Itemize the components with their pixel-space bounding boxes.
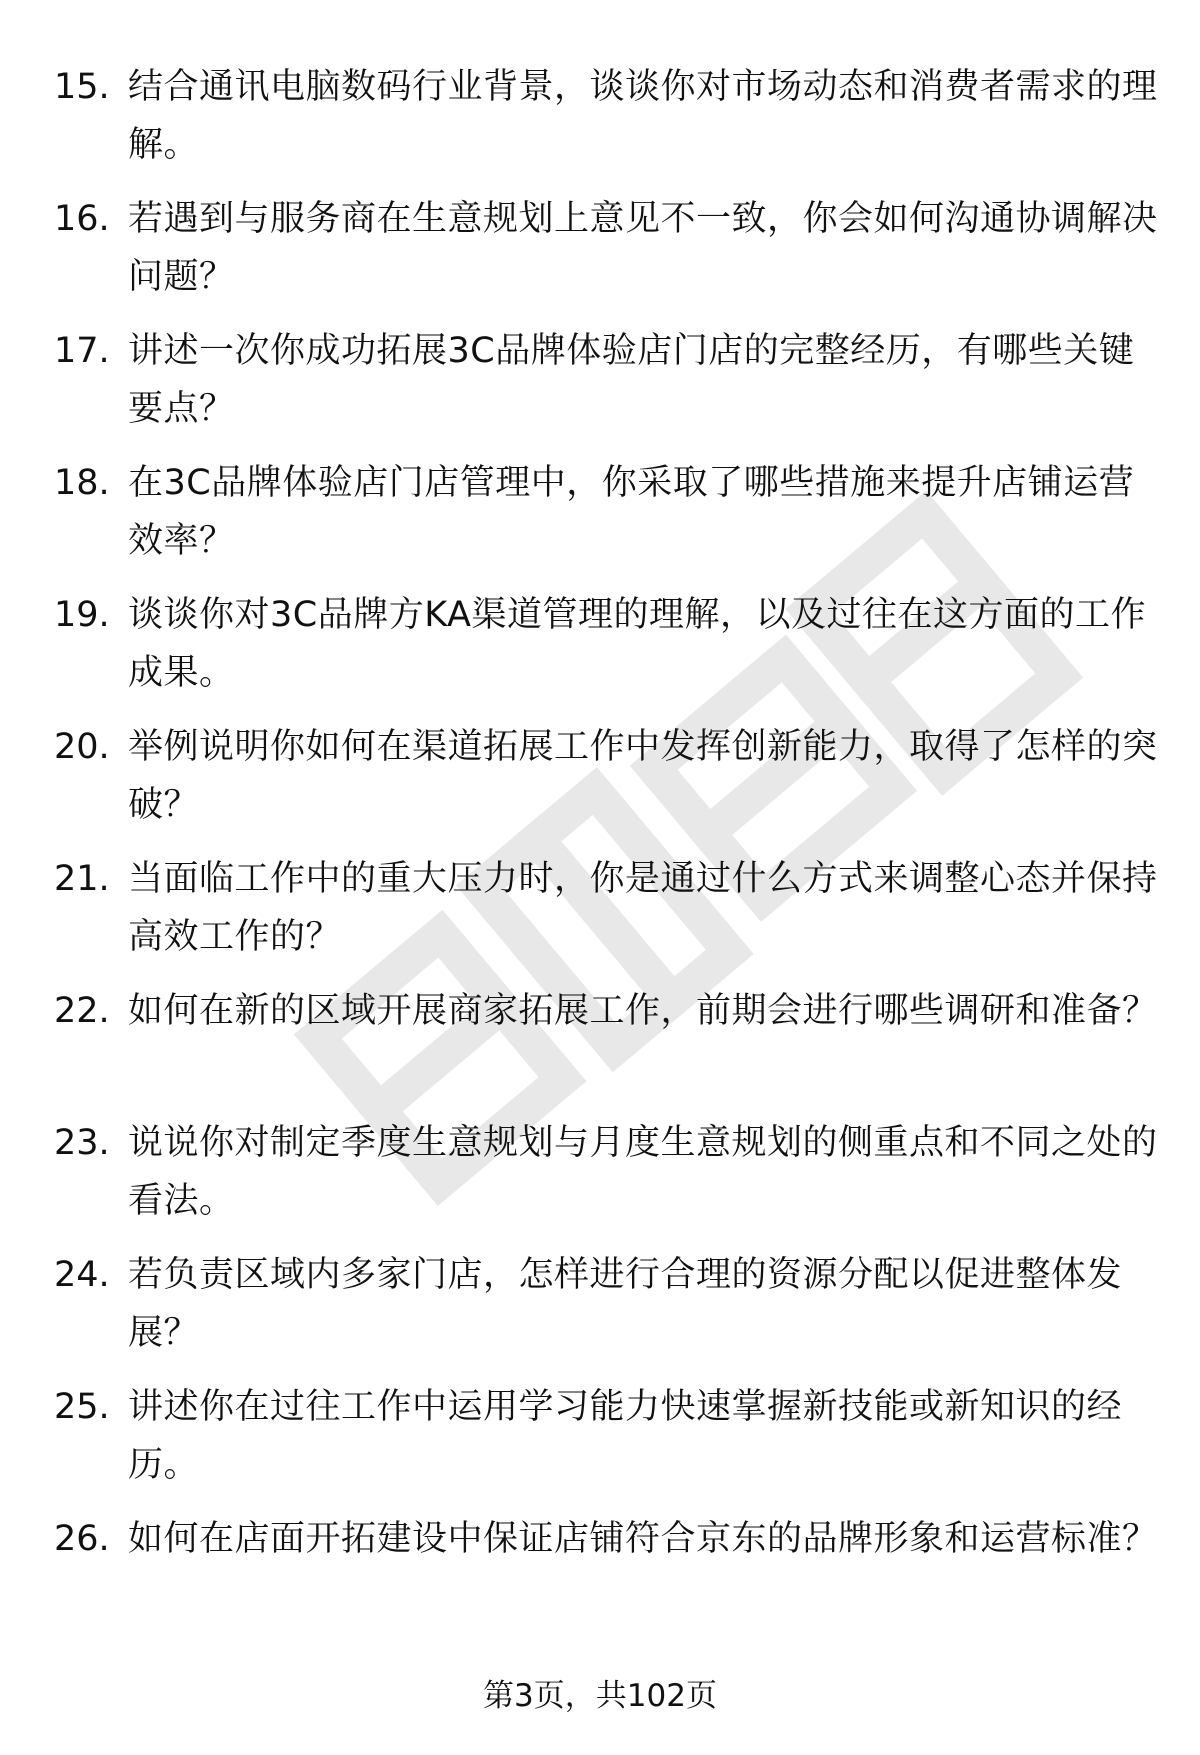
question-text: 讲述你在过往工作中运用学习能力快速掌握新技能或新知识的经历。	[128, 1387, 1123, 1485]
question-text: 谈谈你对3C品牌方KA渠道管理的理解，以及过往在这方面的工作成果。	[128, 595, 1146, 693]
question-text: 如何在店面开拓建设中保证店铺符合京东的品牌形象和运营标准？	[128, 1519, 1158, 1559]
list-item	[0, 586, 1200, 718]
list-item	[0, 718, 1200, 850]
question-number: 20.	[54, 727, 110, 767]
question-number: 25.	[54, 1387, 110, 1427]
list-item	[0, 322, 1200, 454]
list-item	[0, 1114, 1200, 1246]
question-number: 24.	[54, 1255, 110, 1295]
list-item	[0, 190, 1200, 322]
question-text: 举例说明你如何在渠道拓展工作中发挥创新能力，取得了怎样的突破？	[128, 727, 1158, 825]
question-text: 讲述一次你成功拓展3C品牌体验店门店的完整经历，有哪些关键要点？	[128, 331, 1135, 429]
list-item	[0, 1378, 1200, 1510]
list-item	[0, 1510, 1200, 1642]
question-text: 当面临工作中的重大压力时，你是通过什么方式来调整心态并保持高效工作的？	[128, 859, 1158, 957]
question-list	[0, 58, 1200, 1642]
list-item	[0, 982, 1200, 1114]
page-indicator: 第3页，共102页	[483, 1678, 717, 1714]
question-number: 16.	[54, 199, 110, 239]
list-item	[0, 454, 1200, 586]
question-number: 22.	[54, 991, 110, 1031]
question-number: 23.	[54, 1123, 110, 1163]
question-number: 17.	[54, 331, 110, 371]
question-text: 若负责区域内多家门店，怎样进行合理的资源分配以促进整体发展？	[128, 1255, 1123, 1353]
question-number: 21.	[54, 859, 110, 899]
list-item	[0, 1246, 1200, 1378]
question-text: 说说你对制定季度生意规划与月度生意规划的侧重点和不同之处的看法。	[128, 1123, 1158, 1221]
question-text: 结合通讯电脑数码行业背景，谈谈你对市场动态和消费者需求的理解。	[128, 67, 1158, 165]
question-number: 15.	[54, 67, 110, 107]
question-text: 若遇到与服务商在生意规划上意见不一致，你会如何沟通协调解决问题？	[128, 199, 1158, 297]
question-number: 18.	[54, 463, 110, 503]
question-number: 19.	[54, 595, 110, 635]
list-item	[0, 850, 1200, 982]
list-item	[0, 58, 1200, 190]
question-number: 26.	[54, 1519, 110, 1559]
question-text: 在3C品牌体验店门店管理中，你采取了哪些措施来提升店铺运营效率？	[128, 463, 1135, 561]
question-text: 如何在新的区域开展商家拓展工作，前期会进行哪些调研和准备？	[128, 991, 1158, 1031]
